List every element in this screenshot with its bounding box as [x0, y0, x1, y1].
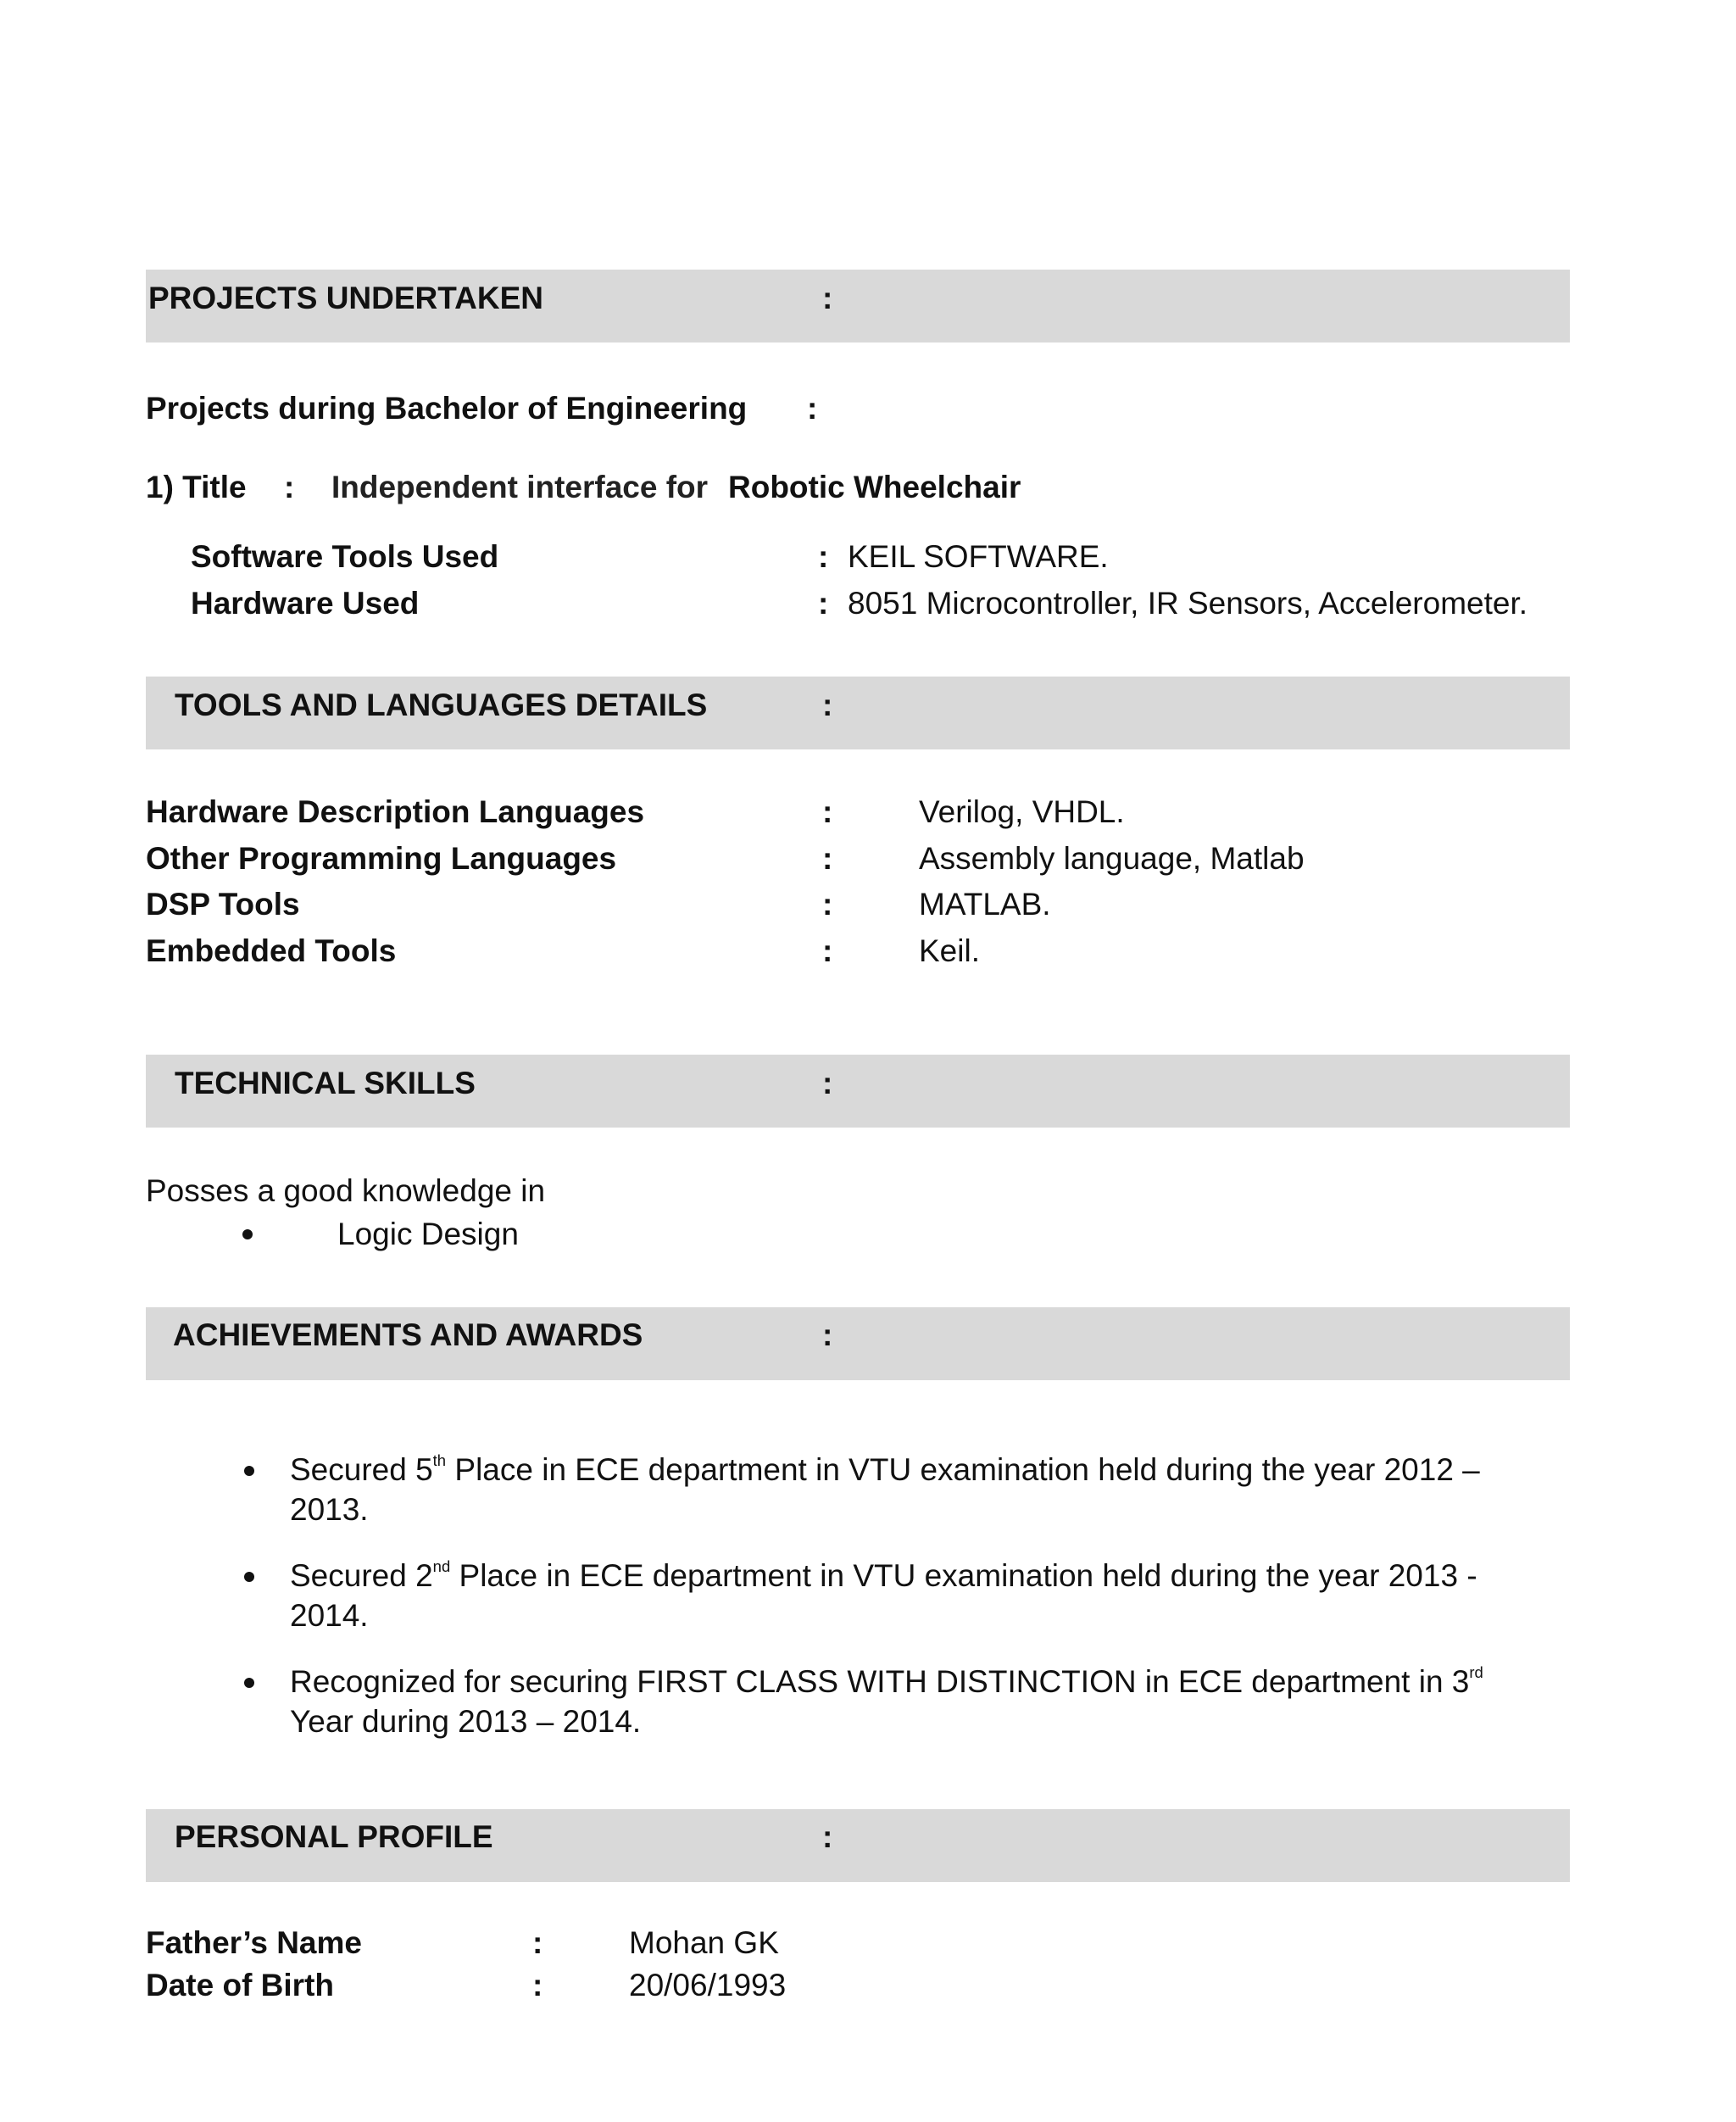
separator-colon: : — [822, 688, 833, 722]
hardware-used-value: 8051 Microcontroller, IR Sensors, Accelerometer. — [848, 586, 1528, 621]
embedded-tools-value: Keil. — [919, 933, 980, 968]
separator-colon: : — [818, 586, 829, 621]
fathers-name-label: Father’s Name — [146, 1925, 362, 1960]
achievement-item-3-line2: Year during 2013 – 2014. — [290, 1704, 642, 1739]
achievement-item-3-line1: Recognized for securing FIRST CLASS WITH DISTINCTION in ECE department in 3rd — [290, 1663, 1483, 1699]
achievement-item-1-line1: Secured 5th Place in ECE department in VTU examination held during the year 2012 – — [290, 1451, 1480, 1487]
projects-subheading: Projects during Bachelor of Engineering — [146, 391, 748, 426]
dsp-tools-value: MATLAB. — [919, 887, 1051, 922]
skills-intro: Posses a good knowledge in — [146, 1173, 546, 1208]
separator-colon: : — [822, 887, 833, 922]
skill-item: Logic Design — [337, 1217, 519, 1251]
hardware-used-label: Hardware Used — [191, 586, 420, 621]
section-title-achievements: ACHIEVEMENTS AND AWARDS — [173, 1317, 643, 1352]
hdl-label: Hardware Description Languages — [146, 794, 645, 829]
bullet-icon — [244, 1572, 254, 1582]
other-languages-label: Other Programming Languages — [146, 841, 617, 876]
separator-colon: : — [807, 391, 818, 426]
dsp-tools-label: DSP Tools — [146, 887, 300, 922]
section-title-tools: TOOLS AND LANGUAGES DETAILS — [175, 688, 708, 722]
bullet-icon — [244, 1678, 254, 1688]
separator-colon: : — [532, 1968, 543, 2002]
section-title-personal: PERSONAL PROFILE — [175, 1819, 493, 1854]
separator-colon: : — [822, 1819, 833, 1854]
achievement-item-2-line1: Secured 2nd Place in ECE department in VTU examination held during the year 2013 - — [290, 1557, 1477, 1593]
separator-colon: : — [818, 539, 829, 574]
section-title-skills: TECHNICAL SKILLS — [175, 1066, 476, 1100]
separator-colon: : — [822, 933, 833, 968]
achievement-item-2-line2: 2014. — [290, 1598, 369, 1633]
software-tools-label: Software Tools Used — [191, 539, 499, 574]
separator-colon: : — [822, 841, 833, 876]
date-of-birth-label: Date of Birth — [146, 1968, 334, 2002]
section-title-projects: PROJECTS UNDERTAKEN — [148, 281, 543, 315]
separator-colon: : — [822, 281, 833, 315]
separator-colon: : — [822, 1317, 833, 1352]
hdl-value: Verilog, VHDL. — [919, 794, 1125, 829]
separator-colon: : — [822, 794, 833, 829]
date-of-birth-value: 20/06/1993 — [629, 1968, 787, 2002]
embedded-tools-label: Embedded Tools — [146, 933, 397, 968]
project-title-part1: Independent interface for — [331, 470, 709, 504]
bullet-icon — [244, 1466, 254, 1476]
separator-colon: : — [532, 1925, 543, 1960]
separator-colon: : — [284, 470, 295, 504]
other-languages-value: Assembly language, Matlab — [919, 841, 1305, 876]
achievement-item-1-line2: 2013. — [290, 1492, 369, 1527]
software-tools-value: KEIL SOFTWARE. — [848, 539, 1109, 574]
project-title-part2: Robotic Wheelchair — [728, 470, 1021, 504]
project-title-label: 1) Title — [146, 470, 247, 504]
fathers-name-value: Mohan GK — [629, 1925, 779, 1960]
bullet-icon — [242, 1229, 253, 1239]
separator-colon: : — [822, 1066, 833, 1100]
